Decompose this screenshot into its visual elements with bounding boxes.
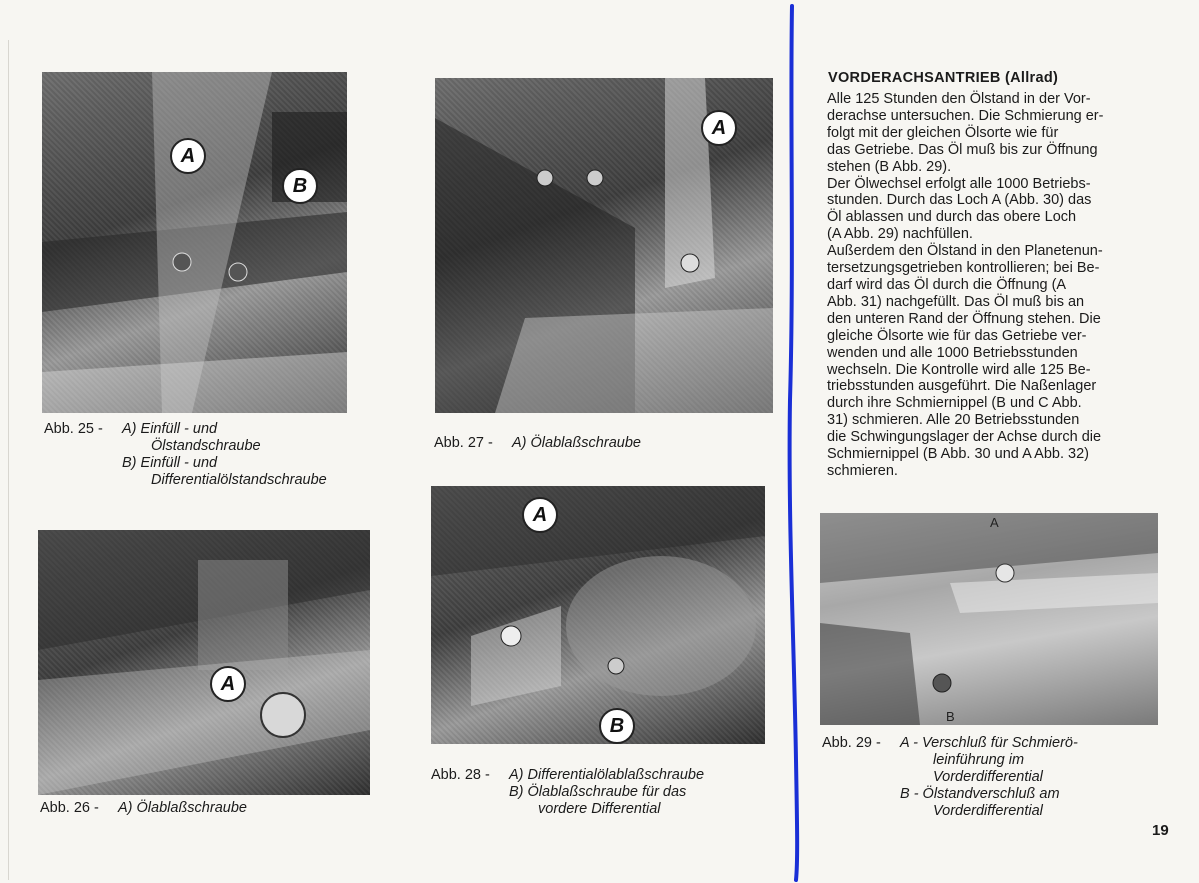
caption-fig25 [44, 421, 374, 491]
page-number: 19 [1152, 822, 1169, 839]
body-line: Öl ablassen und durch das obere Loch [827, 209, 1077, 226]
photo-fig29 [820, 513, 1158, 725]
caption-line: A) Differentialölablaßschraube [509, 767, 705, 783]
marker-a: A [170, 138, 206, 174]
engine-illustration [42, 72, 347, 413]
pen-stroke [770, 0, 830, 883]
body-line: das Getriebe. Das Öl muß bis zur Öffnung [827, 141, 1098, 158]
caption-number: Abb. 29 - [822, 735, 881, 751]
body-line: wenden und alle 1000 Betriebsstunden [827, 344, 1078, 361]
body-line: darf wird das Öl durch die Öffnung (A [827, 276, 1067, 293]
body-line: 31) schmieren. Alle 20 Betriebsstunden [827, 412, 1080, 429]
caption-line: leinführung im [933, 752, 1025, 768]
body-line: die Schwingungslager der Achse durch die [827, 429, 1102, 446]
caption-line: Ölstandschraube [151, 438, 261, 454]
marker-b: B [599, 708, 635, 744]
caption-number: Abb. 25 - [44, 421, 103, 437]
caption-number: Abb. 28 - [431, 767, 490, 783]
caption-line: A) Ölablaßschraube [118, 800, 247, 816]
photo-fig28 [431, 486, 765, 744]
body-line: Außerdem den Ölstand in den Planetenun- [827, 243, 1103, 260]
body-line: gleiche Ölsorte wie für das Getriebe ver- [827, 327, 1087, 344]
differential-illustration [431, 486, 765, 744]
photo-fig26 [38, 530, 370, 795]
body-line: Der Ölwechsel erfolgt alle 1000 Betriebs- [827, 175, 1091, 192]
caption-fig27 [434, 435, 734, 453]
caption-line: A) Ölablaßschraube [512, 435, 641, 451]
body-line: (A Abb. 29) nachfüllen. [827, 226, 973, 243]
body-line: den unteren Rand der Öffnung stehen. Die [827, 310, 1101, 327]
caption-line: A) Einfüll - und [122, 421, 218, 437]
body-line: Schmiernippel (B Abb. 30 und A Abb. 32) [827, 446, 1089, 463]
body-line: wechseln. Die Kontrolle wird alle 125 Be- [827, 361, 1091, 378]
caption-fig26 [40, 800, 340, 818]
section-heading: VORDERACHSANTRIEB (Allrad) [828, 70, 1059, 86]
marker-b: B [282, 168, 318, 204]
body-line: tersetzungsgetrieben kontrollieren; bei Be- [827, 260, 1100, 277]
body-line: Alle 125 Stunden den Ölstand in der Vor- [827, 91, 1091, 107]
caption-line: B - Ölstandverschluß am [900, 786, 1060, 802]
body-line: folgt mit der gleichen Ölsorte wie für [827, 124, 1059, 141]
marker-a: A [701, 110, 737, 146]
caption-line: B) Einfüll - und [122, 455, 218, 471]
caption-fig28 [431, 767, 761, 821]
axle-illustration [38, 530, 370, 795]
caption-fig29 [822, 735, 1152, 823]
caption-line: B) Ölablaßschraube für das [509, 784, 687, 800]
body-line: stunden. Durch das Loch A (Abb. 30) das [827, 192, 1092, 209]
caption-number: Abb. 26 - [40, 800, 99, 816]
page-fold-line [8, 40, 9, 880]
caption-line: Vorderdifferential [933, 803, 1043, 819]
caption-line: vordere Differential [538, 801, 661, 817]
body-line: schmieren. [827, 462, 898, 479]
label-a: A [990, 515, 999, 530]
caption-line: Vorderdifferential [933, 769, 1043, 785]
front-axle-illustration [820, 513, 1158, 725]
body-line: derachse untersuchen. Die Schmierung er- [827, 107, 1104, 124]
marker-a: A [210, 666, 246, 702]
caption-line: A - Verschluß für Schmierö- [900, 735, 1078, 751]
label-b: B [946, 709, 955, 724]
body-line: durch ihre Schmiernippel (B und C Abb. [827, 395, 1082, 412]
caption-number: Abb. 27 - [434, 435, 493, 451]
photo-fig27 [435, 78, 773, 413]
marker-a: A [522, 497, 558, 533]
body-line: stehen (B Abb. 29). [827, 158, 952, 175]
photo-fig25 [42, 72, 347, 413]
body-line: triebsstunden ausgeführt. Die Naßenlager [827, 378, 1097, 395]
body-line: Abb. 31) nachgefüllt. Das Öl muß bis an [827, 293, 1085, 310]
section-body [827, 91, 1154, 480]
caption-line: Differentialölstandschraube [151, 472, 327, 488]
